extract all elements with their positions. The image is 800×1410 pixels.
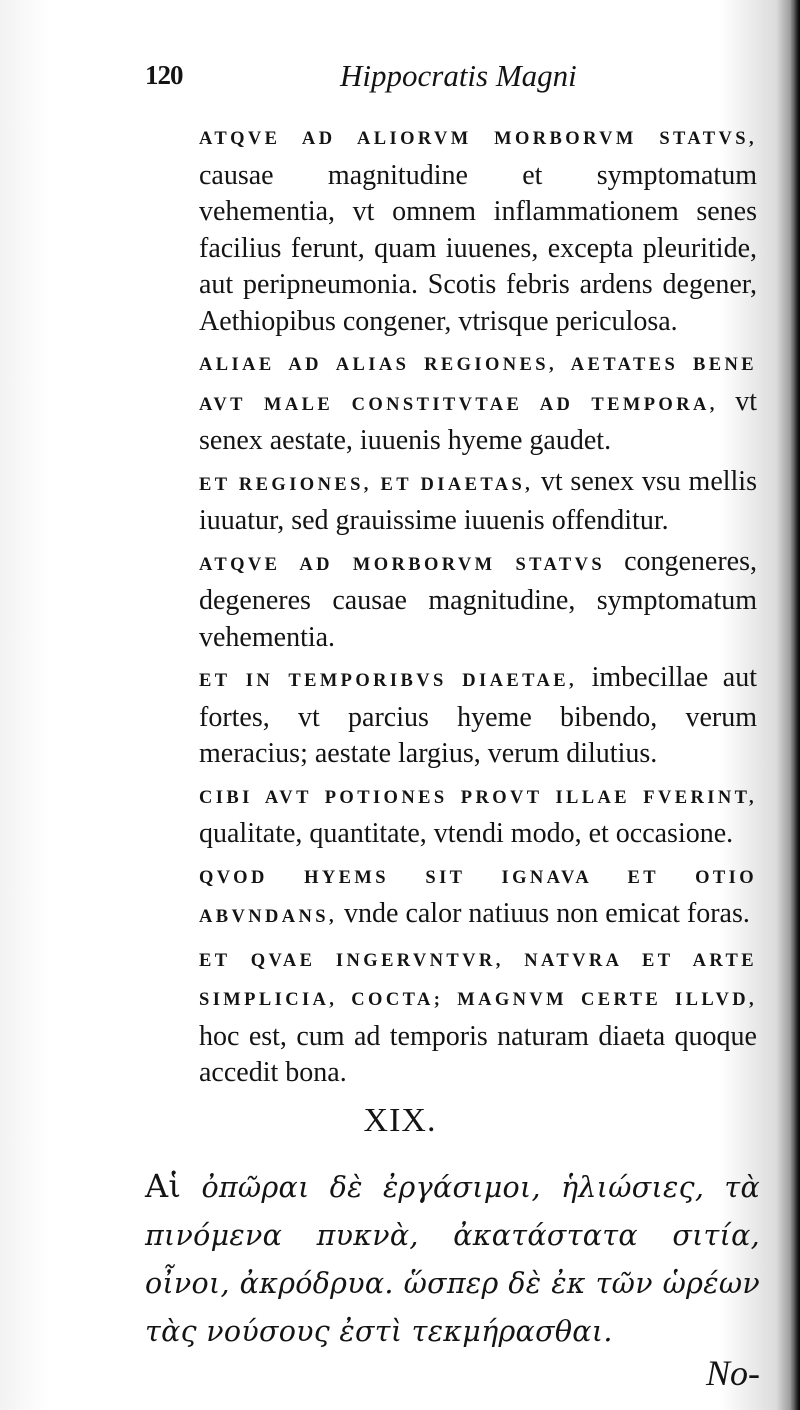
greek-aphorism	[145, 1162, 760, 1356]
paragraph-text: congeneres, degeneres causae magnitudine, symptomatum vehementia.	[199, 545, 757, 653]
paragraph-text: hoc est, cum ad temporis naturam diaeta quoque accedit bona.	[199, 1020, 757, 1088]
page-gutter-shadow	[790, 0, 800, 1410]
paragraph-6	[145, 777, 757, 853]
paragraph-lemma: ET QVAE INGERVNTVR, NATVRA ET ARTE SIMPLICIA, COCTA; MAGNVM CERTE ILLVD,	[199, 950, 757, 1010]
paragraph-lemma: ATQVE AD ALIORVM MORBORVM STATVS,	[199, 129, 757, 149]
greek-text: ὀπῶραι δὲ ἐργάσιμοι, ἡλιώσιες, τὰ πινόμενα πυκνὰ, ἀκατάστατα σιτία, οἶνοι, ἀκρόδρυα. ὥσπερ δὲ ἐκ τῶν ὡρέων τὰς νούσους ἐστὶ τεκμήρασθαι.	[145, 1171, 760, 1348]
paragraph-text: vt senex vsu mellis iuuatur, sed grauissime iuuenis offenditur.	[199, 465, 757, 536]
paragraph-text: causae magnitudine et symptomatum vehementia, vt omnem inflammationem senes facilius ferunt, quam iuuenes, excepta pleuritide, aut peripneumonia. Scotis febris ardens degener, Aethiopibus congener, vtrisque periculosa.	[199, 159, 757, 337]
paragraph-text: vnde calor natiuus non emicat foras.	[337, 898, 750, 929]
paragraph-lemma: CIBI AVT POTIONES PROVT ILLAE FVERINT,	[199, 787, 757, 808]
paragraph-lemma: ATQVE AD MORBORVM STATVS	[199, 554, 606, 575]
latin-commentary	[145, 118, 757, 1092]
paragraph-2	[145, 344, 757, 460]
paragraph-lemma: ET REGIONES, ET DIAETAS,	[199, 474, 534, 495]
paragraph-7	[145, 857, 757, 936]
paragraph-lemma: ALIAE AD ALIAS REGIONES, AETATES BENE AVT MALE CONSTITVTAE AD TEMPORA,	[199, 355, 757, 415]
page-number: 120	[145, 60, 183, 90]
paragraph-text: imbecillae aut fortes, vt parcius hyeme bibendo, verum meracius; aestate largius, verum dilutius.	[199, 662, 757, 769]
paragraph-3	[145, 464, 757, 540]
page-header	[145, 58, 760, 98]
section-number: XIX.	[363, 1102, 437, 1139]
paragraph-1	[145, 118, 757, 340]
paragraph-lemma: QVOD HYEMS SIT IGNAVA ET OTIO ABVNDANS,	[199, 867, 757, 927]
paragraph-8	[145, 940, 757, 1092]
catchword: No-	[706, 1353, 760, 1393]
greek-initial-word: Αἱ	[145, 1167, 182, 1205]
paragraph-5	[145, 660, 757, 773]
paragraph-text: qualitate, quantitate, vtendi modo, et occasione.	[199, 818, 734, 849]
paragraph-text: vt senex aestate, iuuenis hyeme gaudet.	[199, 385, 758, 456]
running-head: Hippocratis Magni	[340, 58, 577, 93]
paragraph-lemma: ET IN TEMPORIBVS DIAETAE,	[199, 671, 578, 691]
paragraph-4	[145, 544, 757, 657]
